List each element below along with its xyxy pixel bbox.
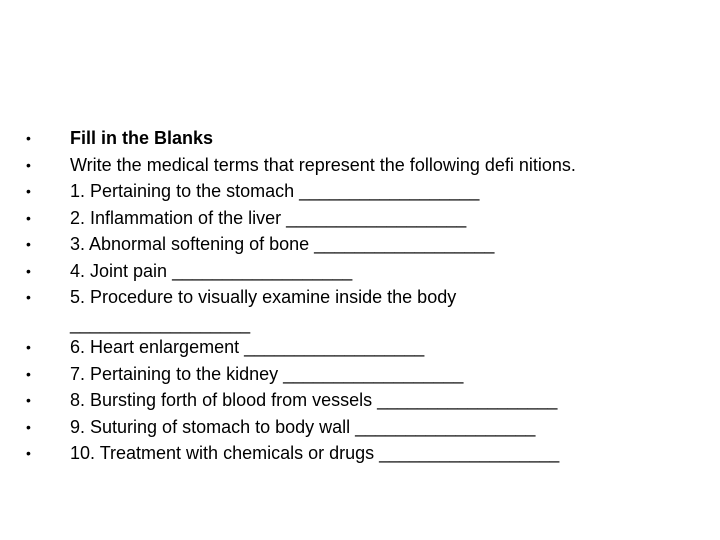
list-item-question-5: [26, 284, 706, 337]
list-item-question-7: [26, 361, 706, 388]
question-text: 1. Pertaining to the stomach __________________: [70, 181, 480, 201]
question-text: 9. Suturing of stomach to body wall __________________: [70, 416, 536, 437]
list-item-instructions: [26, 152, 706, 179]
bullet-list: [26, 125, 706, 467]
question-text: 2. Inflammation of the liver __________________: [70, 207, 467, 228]
question-text: 6. Heart enlargement __________________: [70, 337, 425, 357]
instructions-text: Write the medical terms that represent the following defi nitions.: [70, 154, 576, 175]
heading-text: Fill in the Blanks: [70, 128, 214, 148]
bullet-icon: •: [26, 183, 31, 199]
list-item-question-1: [26, 178, 706, 205]
list-item-question-8: [26, 387, 706, 414]
question-text: 10. Treatment with chemicals or drugs __________________: [70, 443, 560, 463]
bullet-icon: •: [26, 236, 31, 252]
list-item-question-4: [26, 258, 706, 285]
bullet-icon: •: [26, 209, 31, 226]
bullet-icon: •: [26, 130, 31, 146]
question-text: 8. Bursting forth of blood from vessels __________________: [70, 390, 558, 410]
bullet-icon: •: [26, 418, 31, 435]
bullet-icon: •: [26, 445, 31, 461]
list-item-heading: [26, 125, 706, 152]
bullet-icon: •: [26, 262, 31, 279]
question-text: 4. Joint pain __________________: [70, 260, 353, 281]
bullet-icon: •: [26, 365, 31, 382]
list-item-question-2: [26, 205, 706, 232]
bullet-icon: •: [26, 156, 31, 173]
question-text: 7. Pertaining to the kidney __________________: [70, 363, 464, 384]
bullet-icon: •: [26, 339, 31, 355]
list-item-question-3: [26, 231, 706, 258]
list-item-question-9: [26, 414, 706, 441]
bullet-icon: •: [26, 289, 31, 305]
list-item-question-6: [26, 334, 706, 361]
list-item-question-10: [26, 440, 706, 467]
question-text: 3. Abnormal softening of bone __________________: [70, 234, 495, 254]
bullet-icon: •: [26, 392, 31, 408]
question-text: 5. Procedure to visually examine inside the body __________________: [70, 287, 457, 334]
